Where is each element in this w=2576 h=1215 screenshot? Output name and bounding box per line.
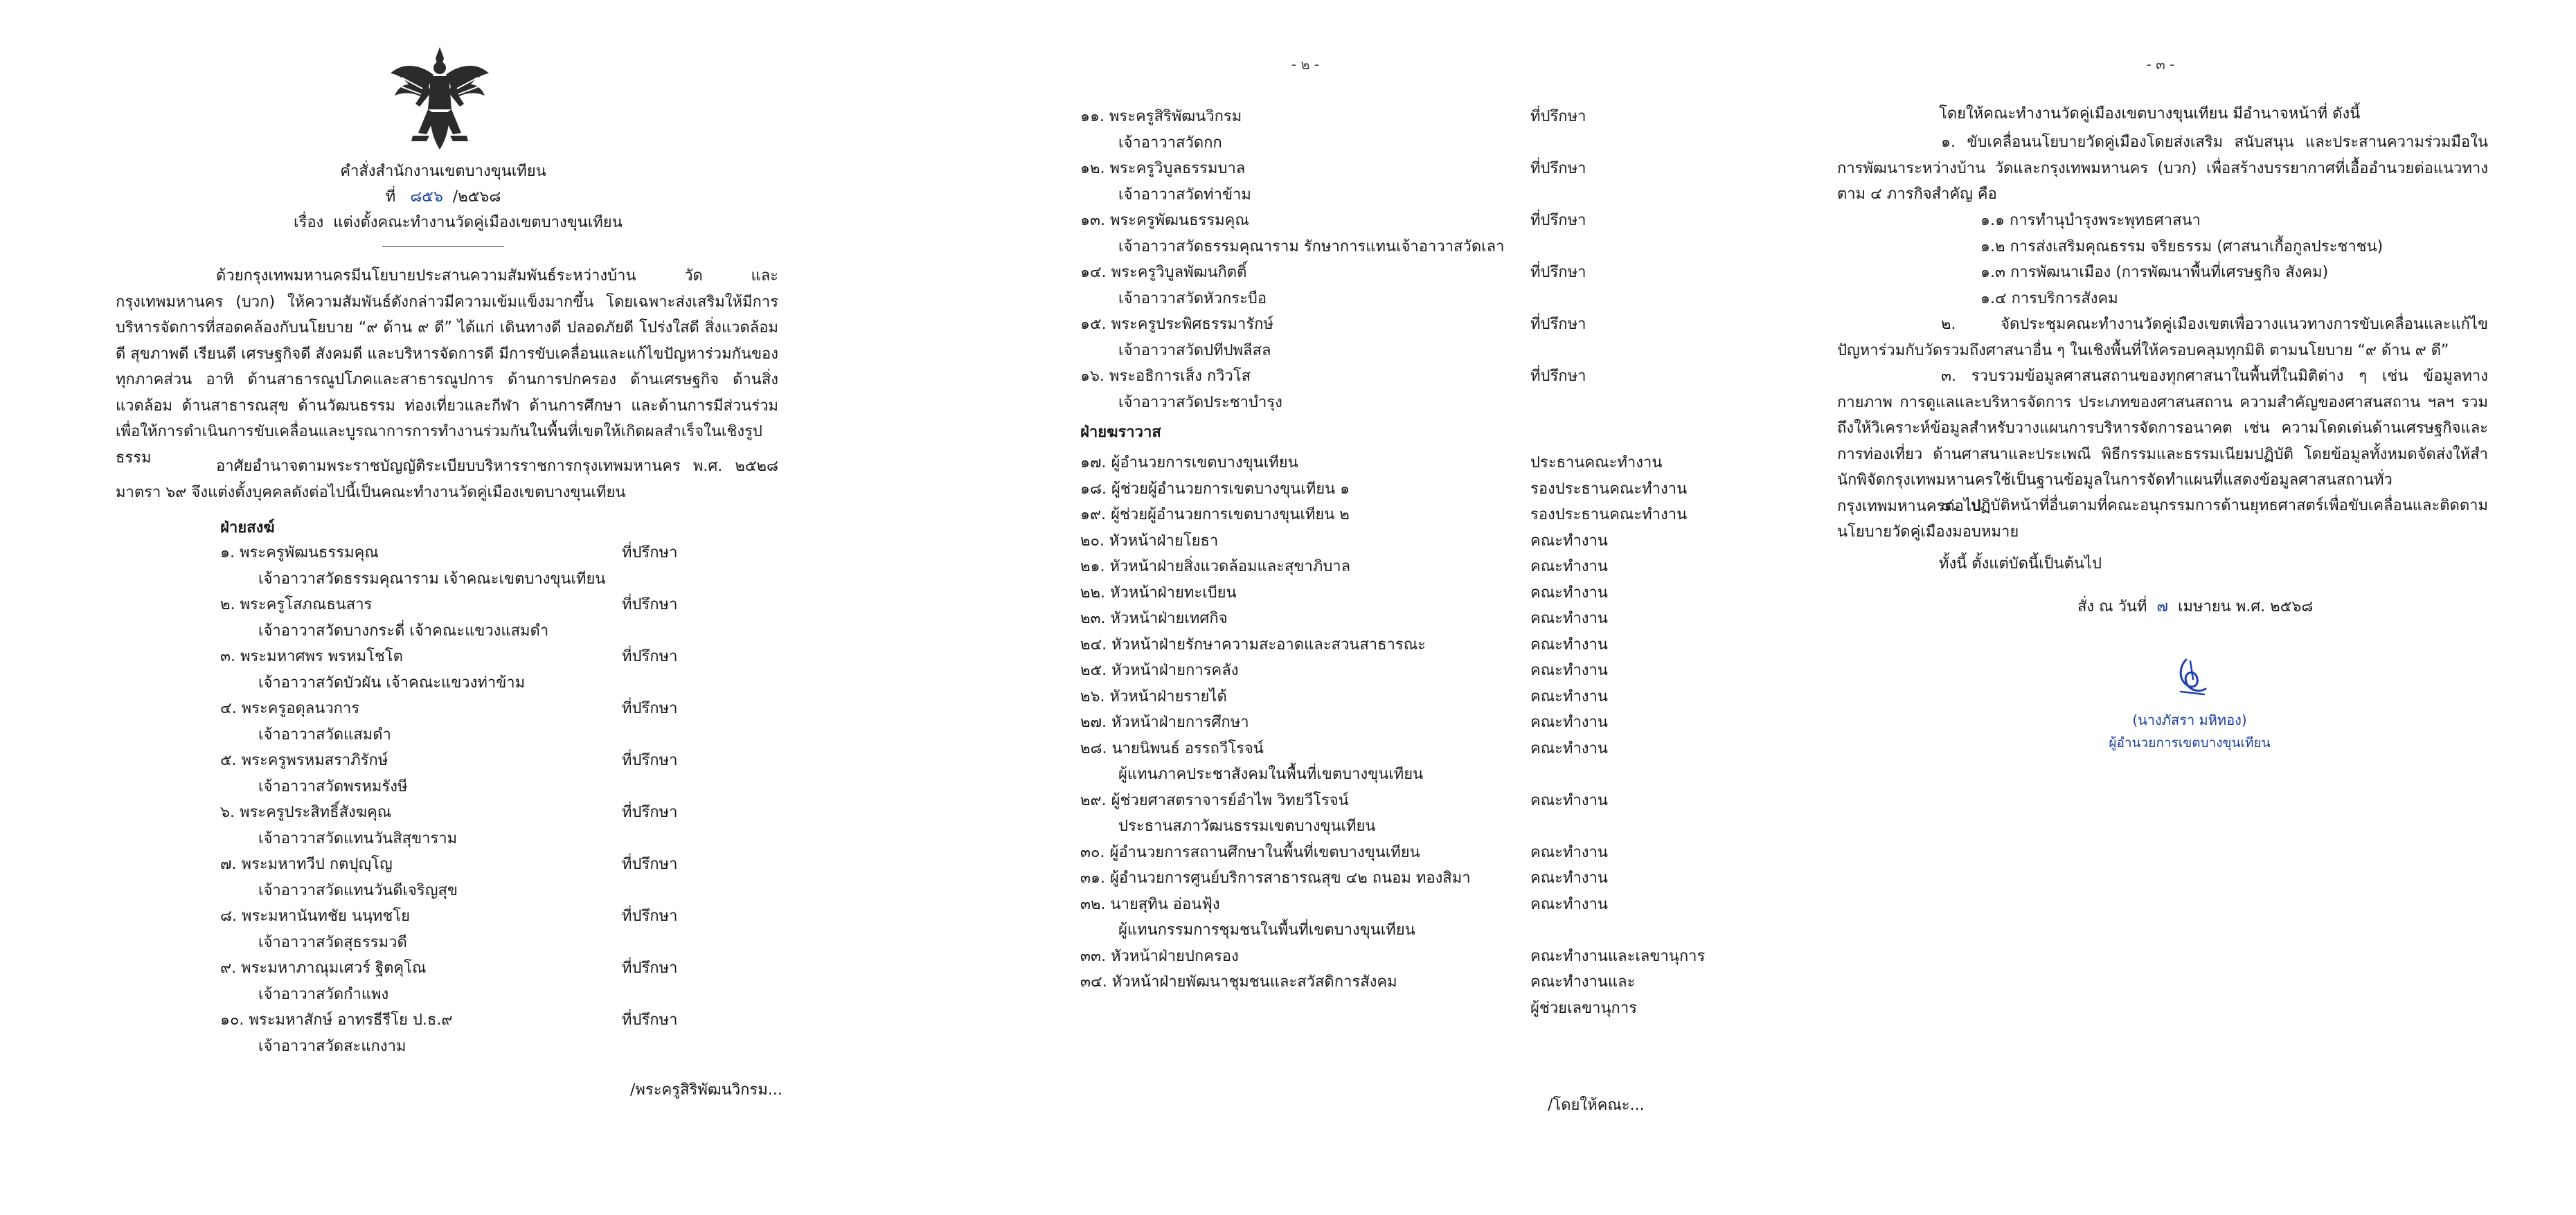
- member-role: คณะทำงาน: [1530, 558, 1608, 575]
- member-name: ๓๒. นายสุทิน อ่อนฟุ้ง: [1080, 895, 1220, 913]
- member-name: ๑๕. พระครูประพิศธรรมารักษ์: [1080, 316, 1273, 333]
- member-detail: เจ้าอาวาสวัดพรหมรังษี: [258, 777, 408, 795]
- list-item: [1080, 840, 1690, 866]
- member-list-monks-continued: [1080, 104, 1586, 415]
- member-detail: เจ้าอาวาสวัดสะแกงาม: [258, 1037, 406, 1055]
- authority-paragraph: อาศัยอำนาจตามพระราชบัญญัติระเบียบบริหารราชการกรุงเทพมหานคร พ.ศ. ๒๕๒๘ มาตรา ๖๙ จึงแต่งตั้งบุคคลดังต่อไปนี้เป็นคณะทำงานวัดคู่เมืองเขตบางขุนเทียน: [116, 458, 778, 501]
- member-name: ๗. พระมหาทวีป กตปุญฺโญ: [220, 856, 393, 873]
- member-role: ที่ปรึกษา: [622, 1011, 678, 1029]
- member-list-monks: [220, 540, 705, 1059]
- list-item: [1080, 260, 1586, 312]
- continued-note: /โดยให้คณะ...: [1548, 1097, 1645, 1114]
- list-item: [220, 800, 705, 852]
- member-name: ๒๒. หัวหน้าฝ่ายทะเบียน: [1080, 584, 1237, 602]
- member-detail: เจ้าอาวาสวัดกก: [1118, 134, 1222, 152]
- member-role: คณะทำงาน: [1530, 739, 1608, 757]
- member-name: ๓๓. หัวหน้าฝ่ายปกครอง: [1080, 947, 1239, 965]
- member-detail: เจ้าอาวาสวัดธรรมคุณาราม เจ้าคณะเขตบางขุนเทียน: [258, 570, 606, 588]
- member-name: ๓๐. ผู้อำนวยการสถานศึกษาในพื้นที่เขตบางขุนเทียน: [1080, 843, 1420, 861]
- member-detail: เจ้าอาวาสวัดธรรมคุณาราม รักษาการแทนเจ้าอาวาสวัดเลา: [1118, 237, 1505, 255]
- document-page-3: [1717, 0, 2576, 1215]
- member-role: ที่ปรึกษา: [1530, 108, 1586, 125]
- mission-list: [1980, 208, 2507, 312]
- list-item: [1080, 788, 1690, 840]
- subject-label: เรื่อง: [294, 214, 324, 231]
- member-detail: เจ้าอาวาสวัดแทนวันสิสุขาราม: [258, 829, 458, 847]
- list-item: [1080, 363, 1586, 415]
- list-item: [1080, 658, 1690, 684]
- member-role: รองประธานคณะทำงาน: [1530, 506, 1688, 523]
- member-role: ที่ปรึกษา: [1530, 212, 1586, 229]
- member-role: ที่ปรึกษา: [622, 804, 678, 821]
- member-role: คณะทำงาน: [1530, 791, 1608, 809]
- mission-item: ๑.๑ การทำนุบำรุงพระพุทธศาสนา: [1980, 212, 2201, 229]
- member-role: ที่ปรึกษา: [622, 700, 678, 717]
- list-item: [1080, 104, 1586, 156]
- member-name: ๒๑. หัวหน้าฝ่ายสิ่งแวดล้อมและสุขาภิบาล: [1080, 558, 1351, 575]
- member-name: ๒๓. หัวหน้าฝ่ายเทศกิจ: [1080, 610, 1228, 627]
- member-name: ๒๕. หัวหน้าฝ่ายการคลัง: [1080, 662, 1239, 679]
- member-detail: เจ้าอาวาสวัดแทนวันดีเจริญสุข: [258, 881, 458, 899]
- list-item: [1080, 476, 1690, 503]
- member-name: ๘. พระมหานันทชัย นนฺทชโย: [220, 908, 411, 925]
- signature-image: [2165, 654, 2214, 703]
- member-detail: เจ้าอาวาสวัดปทีปพลีสล: [1118, 341, 1271, 359]
- document-page-2: [859, 0, 1717, 1215]
- member-detail: เจ้าอาวาสวัดบัวผัน เจ้าคณะแขวงท่าข้าม: [258, 674, 526, 692]
- member-detail: ผู้แทนภาคประชาสังคมในพื้นที่เขตบางขุนเทียน: [1118, 766, 1424, 783]
- member-list-laity: [1080, 450, 1706, 1021]
- member-role: คณะทำงานและ: [1530, 973, 1636, 991]
- list-item: [220, 592, 705, 644]
- mission-item: ๑.๔ การบริการสังคม: [1980, 289, 2118, 307]
- member-name: ๒๙. ผู้ช่วยศาสตราจารย์อำไพ วิทยวีโรจน์: [1080, 791, 1349, 809]
- mission-item: ๑.๒ การส่งเสริมคุณธรรม จริยธรรม (ศาสนาเกื้อกูลประชาชน): [1980, 237, 2383, 255]
- signer-position: ผู้อำนวยการเขตบางขุนเทียน: [2109, 735, 2271, 750]
- list-item: [220, 644, 705, 696]
- member-name: ๑๘. ผู้ช่วยผู้อำนวยการเขตบางขุนเทียน ๑: [1080, 480, 1350, 498]
- order-title: คำสั่งสำนักงานเขตบางขุนเทียน: [340, 163, 546, 180]
- member-role: คณะทำงาน: [1530, 714, 1608, 731]
- list-item: [220, 903, 705, 955]
- list-item: [220, 540, 705, 592]
- member-role: ประธานคณะทำงาน: [1530, 454, 1663, 471]
- duty-4: ๔. ปฏิบัติหน้าที่อื่นตามที่คณะอนุกรรมการด้านยุทธศาสตร์เพื่อขับเคลื่อนและติดตามนโยบายวัดคู่เมืองมอบหมาย: [1837, 497, 2488, 541]
- page-number: - ๒ -: [1291, 56, 1320, 73]
- garuda-emblem-icon: [388, 43, 492, 154]
- member-name: ๑๙. ผู้ช่วยผู้อำนวยการเขตบางขุนเทียน ๒: [1080, 506, 1350, 523]
- list-item: [220, 852, 705, 903]
- member-name: ๒๖. หัวหน้าฝ่ายรายได้: [1080, 687, 1227, 705]
- member-name: ๒. พระครูโสภณธนสาร: [220, 596, 373, 613]
- page-number: - ๓ -: [2146, 56, 2175, 73]
- list-item: [220, 1007, 705, 1059]
- effective-clause: ทั้งนี้ ตั้งแต่บัดนี้เป็นต้นไป: [1939, 555, 2102, 573]
- member-detail: เจ้าอาวาสวัดแสมดำ: [258, 726, 391, 744]
- member-detail: เจ้าอาวาสวัดท่าข้าม: [1118, 186, 1251, 204]
- mission-item: ๑.๓ การพัฒนาเมือง (การพัฒนาพื้นที่เศรษฐกิจ สังคม): [1980, 264, 2329, 281]
- duty-1: ๑. ขับเคลื่อนนโยบายวัดคู่เมืองโดยส่งเสริม สนับสนุน และประสานความร่วมมือในการพัฒนาระหว่างบ้าน วัดและกรุงเทพมหานคร (บวก) เพื่อสร้างบรรยากาศที่เอื้ออำนวยต่อแนวทางตาม ๔ ภารกิจสำคัญ คือ: [1837, 134, 2488, 203]
- member-role: ที่ปรึกษา: [1530, 316, 1586, 333]
- member-role: ที่ปรึกษา: [622, 856, 678, 873]
- list-item: [1080, 580, 1690, 606]
- preamble-paragraph: ด้วยกรุงเทพมหานครมีนโยบายประสานความสัมพันธ์ระหว่างบ้าน วัด และกรุงเทพมหานคร (บวก) ให้ความสัมพันธ์ดังกล่าวมีความเข้มแข็งมากขึ้น โดยเฉพาะส่งเสริมให้มีการบริหารจัดการที่สอดคล้องกับนโยบาย “๙ ด้าน ๙ ดี” ได้แก่ เดินทางดี ปลอดภัยดี โปร่งใสดี สิ่งแวดล้อมดี สุขภาพดี เรียนดี เศรษฐกิจดี สังคมดี และบริหารจัดการดี มีการขับเคลื่อนและแก้ไขปัญหาร่วมกันของทุกภาคส่วน อาทิ ด้านสาธารณูปโภคและสาธารณูปการ ด้านการปกครอง ด้านเศรษฐกิจ ด้านสิ่งแวดล้อม ด้านสาธารณสุข ด้านวัฒนธรรม ท่องเที่ยวและกีฬา ด้านการศึกษา และด้านการมีส่วนร่วม เพื่อให้การดำเนินการขับเคลื่อนและบูรณาการการทำงานร่วมกันในพื้นที่เขตให้เกิดผลสำเร็จในเชิงรูปธรรม: [116, 267, 778, 467]
- list-item: [1080, 502, 1690, 528]
- member-name: ๑๐. พระมหาสักษ์ อาทรธีรีโย ป.ธ.๙: [220, 1011, 453, 1029]
- member-role: คณะทำงาน: [1530, 895, 1608, 913]
- member-name: ๑๑. พระครูสิริพัฒนวิกรม: [1080, 108, 1242, 125]
- order-date: [2077, 597, 2313, 618]
- member-name: ๑. พระครูพัฒนธรรมคุณ: [220, 544, 379, 561]
- member-role: คณะทำงาน: [1530, 636, 1608, 654]
- member-role: คณะทำงาน: [1530, 843, 1608, 861]
- member-name: ๑๓. พระครูพัฒนธรรมคุณ: [1080, 212, 1249, 229]
- member-name: ๓๔. หัวหน้าฝ่ายพัฒนาชุมชนและสวัสดิการสังคม: [1080, 973, 1397, 991]
- list-item: [1080, 710, 1690, 736]
- list-item: [1080, 554, 1690, 580]
- member-role: คณะทำงาน: [1530, 687, 1608, 705]
- member-name: ๑๔. พระครูวิบูลพัฒนกิตติ์: [1080, 264, 1247, 281]
- list-item: [1080, 632, 1690, 658]
- list-item: [220, 748, 705, 800]
- order-number: [386, 187, 501, 208]
- member-role: ที่ปรึกษา: [622, 544, 678, 561]
- member-name: ๙. พระมหาภาณุมเศวร์ ฐิตคุโณ: [220, 960, 427, 977]
- order-number-prefix: ที่: [385, 188, 396, 206]
- member-role: ที่ปรึกษา: [622, 908, 678, 925]
- duty-3: ๓. รวบรวมข้อมูลศาสนสถานของทุกศาสนาในพื้นที่ในมิติต่าง ๆ เช่น ข้อมูลทางกายภาพ การดูแลและบริหารจัดการ ประเภทของศาสนสถาน ความสำคัญของศาสนสถาน ฯลฯ รวมถึงให้วิเคราะห์ข้อมูลสำหรับวางแผนการบริหารจัดการอนาคต เช่น ความโดดเด่นด้านเศรษฐกิจและการท่องเที่ยว ด้านศาสนาและประเพณี พิธีกรรมและธรรมเนียมปฏิบัติ โดยข้อมูลทั้งหมดจัดส่งให้สำนักพิจัดกรุงเทพมหานครใช้เป็นฐานข้อมูลในการจัดทำแผนที่แสดงข้อมูลศาสนสถานทั่วกรุงเทพมหานครต่อไป: [1837, 368, 2488, 515]
- member-role-continued: ผู้ช่วยเลขานุการ: [1530, 999, 1637, 1017]
- list-item: [1080, 684, 1690, 710]
- member-role: คณะทำงาน: [1530, 584, 1608, 602]
- member-role: คณะทำงาน: [1530, 532, 1608, 550]
- member-name: ๒๐. หัวหน้าฝ่ายโยธา: [1080, 532, 1219, 550]
- member-name: ๕. พระครูพรหมสราภิรักษ์: [220, 752, 388, 769]
- list-item: [220, 696, 705, 748]
- subject-text: แต่งตั้งคณะทำงานวัดคู่เมืองเขตบางขุนเทียน: [333, 214, 623, 231]
- continued-note: /พระครูสิริพัฒนวิกรม...: [630, 1081, 782, 1099]
- duty-2: ๒. จัดประชุมคณะทำงานวัดคู่เมืองเขตเพื่อวางแนวทางการขับเคลื่อนและแก้ไขปัญหาร่วมกับวัดรวมถึงศาสนาอื่น ๆ ในเชิงพื้นที่ให้ครอบคลุมทุกมิติ ตามนโยบาย “๙ ด้าน ๙ ดี”: [1837, 316, 2488, 359]
- member-role: ที่ปรึกษา: [622, 596, 678, 613]
- member-role: ที่ปรึกษา: [1530, 264, 1586, 281]
- order-date-prefix: สั่ง ณ วันที่: [2077, 598, 2147, 615]
- list-item: [1080, 208, 1586, 260]
- member-name: ๒๗. หัวหน้าฝ่ายการศึกษา: [1080, 714, 1249, 731]
- member-role: คณะทำงาน: [1530, 870, 1608, 887]
- member-role: ที่ปรึกษา: [1530, 368, 1586, 385]
- member-name: ๒๘. นายนิพนธ์ อรรถวีโรจน์: [1080, 739, 1264, 757]
- member-role: รองประธานคณะทำงาน: [1530, 480, 1688, 498]
- list-item: [1080, 450, 1690, 476]
- signer-name: (นางภัสรา มหิทอง): [2132, 712, 2247, 728]
- member-detail: ผู้แทนกรรมการชุมชนในพื้นที่เขตบางขุนเทียน: [1118, 921, 1415, 939]
- list-item: [1080, 156, 1586, 208]
- section-heading-monks: ฝ่ายสงฆ์: [220, 519, 275, 537]
- section-heading-laity: ฝ่ายฆราวาส: [1080, 424, 1161, 441]
- list-item: [1080, 865, 1690, 892]
- list-item: [1080, 606, 1690, 632]
- order-date-suffix: เมษายน พ.ศ. ๒๕๖๘: [2178, 598, 2314, 615]
- member-role: ที่ปรึกษา: [622, 960, 678, 977]
- member-role: คณะทำงาน: [1530, 662, 1608, 679]
- order-number-year: /๒๕๖๘: [452, 188, 501, 206]
- list-item: [220, 955, 705, 1007]
- order-date-day: ๗: [2156, 598, 2169, 615]
- member-detail: เจ้าอาวาสวัดบางกระดี่ เจ้าคณะแขวงแสมดำ: [258, 622, 549, 640]
- member-role: ที่ปรึกษา: [622, 648, 678, 665]
- list-item: [1080, 736, 1690, 788]
- list-item: [1080, 969, 1690, 1021]
- order-subject: [294, 213, 623, 233]
- member-role: คณะทำงาน: [1530, 610, 1608, 627]
- member-name: ๑๗. ผู้อำนวยการเขตบางขุนเทียน: [1080, 454, 1298, 471]
- order-number-value: ๘๕๖: [410, 188, 443, 206]
- member-name: ๓. พระมหาศพร พรหมโชโต: [220, 648, 403, 665]
- list-item: [1080, 892, 1690, 944]
- member-role: ที่ปรึกษา: [1530, 160, 1586, 177]
- list-item: [1080, 528, 1690, 555]
- list-item: [1080, 312, 1586, 363]
- member-name: ๑๖. พระอธิการเส็ง กวิวโส: [1080, 368, 1251, 385]
- member-detail: เจ้าอาวาสวัดหัวกระบือ: [1118, 289, 1267, 307]
- member-detail: เจ้าอาวาสวัดประชาบำรุง: [1118, 393, 1282, 411]
- member-role: คณะทำงานและเลขานุการ: [1530, 947, 1706, 965]
- member-name: ๑๒. พระครูวิบูลธรรมบาล: [1080, 160, 1246, 177]
- member-name: ๖. พระครูประสิทธิ์สังฆคุณ: [220, 804, 392, 821]
- member-name: ๒๔. หัวหน้าฝ่ายรักษาความสะอาดและสวนสาธารณะ: [1080, 636, 1426, 654]
- member-name: ๔. พระครูอดุลนวการ: [220, 700, 360, 717]
- member-name: ๓๑. ผู้อำนวยการศูนย์บริการสาธารณสุข ๔๒ ถนอม ทองสิมา: [1080, 870, 1471, 887]
- member-detail: เจ้าอาวาสวัดสุธรรมวดี: [258, 933, 407, 951]
- list-item: [1080, 944, 1706, 970]
- member-role: ที่ปรึกษา: [622, 752, 678, 769]
- duties-intro: โดยให้คณะทำงานวัดคู่เมืองเขตบางขุนเทียน มีอำนาจหน้าที่ ดังนี้: [1939, 105, 2361, 123]
- title-divider: [382, 246, 504, 247]
- member-detail: ประธานสภาวัฒนธรรมเขตบางขุนเทียน: [1118, 818, 1376, 835]
- document-page-1: [0, 0, 859, 1215]
- member-detail: เจ้าอาวาสวัดกำแพง: [258, 985, 389, 1003]
